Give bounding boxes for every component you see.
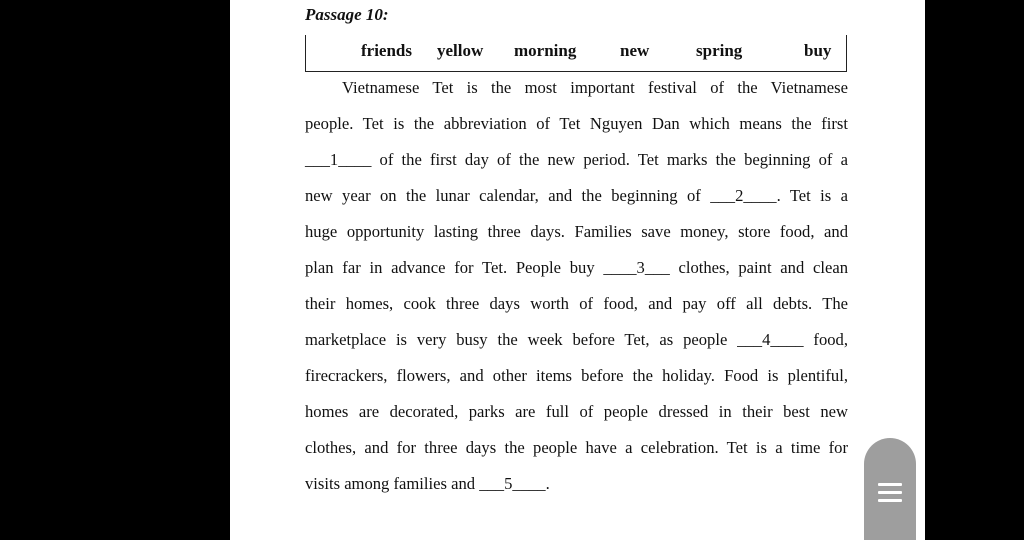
handle-bar — [878, 499, 902, 502]
passage-line: homes are decorated, parks are full of people dressed in their best new — [305, 402, 848, 421]
word-bank-item: morning — [514, 41, 577, 60]
handle-bar — [878, 491, 902, 494]
word-bank-item: new — [620, 41, 650, 60]
passage-line: new year on the lunar calendar, and the beginning of ___2____. Tet is a — [305, 186, 848, 205]
passage-line: people. Tet is the abbreviation of Tet Nguyen Dan which means the first — [305, 114, 848, 133]
word-bank-box — [305, 35, 847, 72]
passage-line: clothes, and for three days the people have a celebration. Tet is a time for — [305, 438, 848, 457]
passage-line: their homes, cook three days worth of food, and pay off all debts. The — [305, 294, 848, 313]
handle-bar — [878, 483, 902, 486]
word-bank-item: yellow — [437, 41, 484, 60]
passage-line: plan far in advance for Tet. People buy ____3___ clothes, paint and clean — [305, 258, 848, 277]
passage-line: Vietnamese Tet is the most important festival of the Vietnamese — [342, 78, 848, 97]
passage-title: Passage 10: — [305, 5, 389, 24]
drag-handle-icon[interactable] — [864, 438, 916, 540]
word-bank-item: friends — [361, 41, 412, 60]
document-page — [230, 0, 925, 540]
passage-line: firecrackers, flowers, and other items before the holiday. Food is plentiful, — [305, 366, 848, 385]
passage-line: visits among families and ___5____. — [305, 474, 550, 493]
passage-line: ___1____ of the first day of the new period. Tet marks the beginning of a — [305, 150, 848, 169]
word-bank-item: buy — [804, 41, 832, 60]
word-bank-item: spring — [696, 41, 743, 60]
passage-line: huge opportunity lasting three days. Families save money, store food, and — [305, 222, 848, 241]
passage-line: marketplace is very busy the week before Tet, as people ___4____ food, — [305, 330, 848, 349]
